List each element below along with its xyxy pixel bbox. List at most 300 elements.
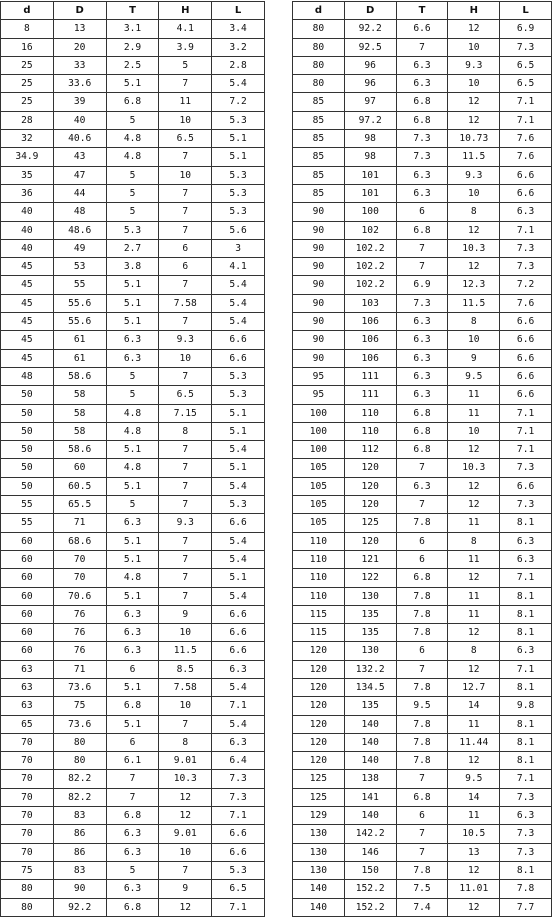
table-cell: 45 bbox=[1, 349, 54, 367]
table-row bbox=[293, 331, 552, 349]
table-cell: 6.3 bbox=[396, 313, 448, 331]
table-row bbox=[1, 642, 265, 660]
table-cell: 6.3 bbox=[106, 331, 159, 349]
table-row bbox=[293, 624, 552, 642]
table-row bbox=[293, 221, 552, 239]
table-cell: 83 bbox=[53, 807, 106, 825]
table-cell: 70 bbox=[1, 843, 54, 861]
table-cell: 5.1 bbox=[106, 276, 159, 294]
table-row bbox=[293, 733, 552, 751]
table-cell: 80 bbox=[1, 898, 54, 916]
table-cell: 6.3 bbox=[500, 203, 552, 221]
table-cell: 50 bbox=[1, 459, 54, 477]
table-cell: 82.2 bbox=[53, 770, 106, 788]
table-cell: 11 bbox=[448, 587, 500, 605]
table-cell: 101 bbox=[344, 166, 396, 184]
table-cell: 70 bbox=[1, 733, 54, 751]
table-cell: 35 bbox=[1, 166, 54, 184]
table-row bbox=[293, 752, 552, 770]
table-cell: 14 bbox=[448, 788, 500, 806]
table-row bbox=[293, 605, 552, 623]
table-cell: 6.6 bbox=[212, 331, 265, 349]
table-cell: 12 bbox=[159, 898, 212, 916]
table-cell: 5.1 bbox=[106, 532, 159, 550]
table-cell: 12 bbox=[448, 93, 500, 111]
table-cell: 7.3 bbox=[212, 788, 265, 806]
table-cell: 60 bbox=[1, 550, 54, 568]
table-cell: 7 bbox=[396, 459, 448, 477]
table-cell: 95 bbox=[293, 367, 345, 385]
table-cell: 7 bbox=[159, 367, 212, 385]
table-row bbox=[293, 660, 552, 678]
table-cell: 11 bbox=[448, 807, 500, 825]
table-cell: 6 bbox=[159, 258, 212, 276]
table-row bbox=[1, 93, 265, 111]
col-header-l: L bbox=[500, 2, 552, 20]
table-cell: 90 bbox=[293, 331, 345, 349]
table-cell: 7.1 bbox=[500, 441, 552, 459]
table-cell: 45 bbox=[1, 331, 54, 349]
table-cell: 100 bbox=[344, 203, 396, 221]
table-cell: 76 bbox=[53, 624, 106, 642]
table-cell: 7 bbox=[159, 459, 212, 477]
table-row bbox=[1, 843, 265, 861]
table-row bbox=[293, 422, 552, 440]
table-cell: 7 bbox=[396, 38, 448, 56]
table-cell: 32 bbox=[1, 130, 54, 148]
table-row bbox=[293, 441, 552, 459]
table-cell: 90 bbox=[293, 313, 345, 331]
table-cell: 7 bbox=[396, 258, 448, 276]
table-row bbox=[1, 184, 265, 202]
table-cell: 10.3 bbox=[448, 459, 500, 477]
table-cell: 2.5 bbox=[106, 56, 159, 74]
table-cell: 7 bbox=[159, 203, 212, 221]
table-cell: 5.4 bbox=[212, 532, 265, 550]
table-row bbox=[1, 331, 265, 349]
table-cell: 6.8 bbox=[106, 93, 159, 111]
table-cell: 10 bbox=[448, 422, 500, 440]
table-cell: 132.2 bbox=[344, 660, 396, 678]
table-cell: 5.1 bbox=[212, 130, 265, 148]
table-cell: 130 bbox=[344, 587, 396, 605]
table-cell: 110 bbox=[344, 404, 396, 422]
table-body-right bbox=[293, 20, 552, 917]
table-cell: 7 bbox=[396, 660, 448, 678]
table-cell: 12 bbox=[448, 569, 500, 587]
table-cell: 45 bbox=[1, 258, 54, 276]
table-cell: 12 bbox=[448, 20, 500, 38]
table-row bbox=[293, 678, 552, 696]
table-cell: 55 bbox=[1, 496, 54, 514]
table-cell: 115 bbox=[293, 605, 345, 623]
table-cell: 45 bbox=[1, 294, 54, 312]
table-row bbox=[293, 75, 552, 93]
table-cell: 106 bbox=[344, 313, 396, 331]
table-cell: 9.3 bbox=[159, 331, 212, 349]
table-cell: 5.3 bbox=[212, 111, 265, 129]
col-header-d: d bbox=[1, 2, 54, 20]
table-cell: 49 bbox=[53, 239, 106, 257]
table-row bbox=[293, 386, 552, 404]
table-cell: 11.5 bbox=[448, 294, 500, 312]
table-row bbox=[1, 313, 265, 331]
table-cell: 6 bbox=[396, 807, 448, 825]
table-cell: 60 bbox=[1, 642, 54, 660]
table-cell: 6.8 bbox=[396, 569, 448, 587]
table-cell: 7.2 bbox=[500, 276, 552, 294]
table-cell: 101 bbox=[344, 184, 396, 202]
col-header-outer-d: D bbox=[53, 2, 106, 20]
table-cell: 6.3 bbox=[500, 642, 552, 660]
table-cell: 129 bbox=[293, 807, 345, 825]
table-cell: 105 bbox=[293, 459, 345, 477]
table-cell: 96 bbox=[344, 56, 396, 74]
table-cell: 11 bbox=[448, 386, 500, 404]
table-cell: 12 bbox=[448, 624, 500, 642]
table-cell: 6.3 bbox=[212, 733, 265, 751]
table-row bbox=[293, 532, 552, 550]
table-cell: 105 bbox=[293, 496, 345, 514]
table-cell: 6.3 bbox=[396, 184, 448, 202]
table-cell: 8 bbox=[159, 422, 212, 440]
table-cell: 6.8 bbox=[396, 111, 448, 129]
table-cell: 8.1 bbox=[500, 733, 552, 751]
table-cell: 48 bbox=[1, 367, 54, 385]
table-cell: 7 bbox=[396, 770, 448, 788]
table-cell: 60 bbox=[1, 532, 54, 550]
table-cell: 3.1 bbox=[106, 20, 159, 38]
table-cell: 6 bbox=[396, 642, 448, 660]
table-cell: 85 bbox=[293, 130, 345, 148]
table-row bbox=[293, 203, 552, 221]
table-cell: 6.8 bbox=[396, 404, 448, 422]
table-cell: 12 bbox=[159, 807, 212, 825]
table-cell: 130 bbox=[293, 843, 345, 861]
table-cell: 40 bbox=[1, 221, 54, 239]
table-row bbox=[293, 477, 552, 495]
table-cell: 7.3 bbox=[500, 239, 552, 257]
table-cell: 5.4 bbox=[212, 276, 265, 294]
table-cell: 7.1 bbox=[212, 807, 265, 825]
table-row bbox=[293, 550, 552, 568]
table-cell: 7.4 bbox=[396, 898, 448, 916]
table-cell: 6.5 bbox=[159, 386, 212, 404]
table-cell: 7.1 bbox=[212, 697, 265, 715]
header-row bbox=[293, 2, 552, 20]
table-cell: 7 bbox=[159, 441, 212, 459]
table-cell: 48 bbox=[53, 203, 106, 221]
table-cell: 6.8 bbox=[106, 697, 159, 715]
table-cell: 152.2 bbox=[344, 898, 396, 916]
table-cell: 80 bbox=[293, 20, 345, 38]
table-row bbox=[293, 93, 552, 111]
table-cell: 7.3 bbox=[500, 788, 552, 806]
table-cell: 125 bbox=[344, 514, 396, 532]
table-row bbox=[1, 367, 265, 385]
table-cell: 11.01 bbox=[448, 880, 500, 898]
table-cell: 80 bbox=[293, 56, 345, 74]
table-cell: 7.3 bbox=[396, 130, 448, 148]
table-cell: 5.1 bbox=[212, 459, 265, 477]
table-cell: 9.01 bbox=[159, 825, 212, 843]
table-row bbox=[1, 38, 265, 56]
table-cell: 5.3 bbox=[212, 367, 265, 385]
table-cell: 63 bbox=[1, 678, 54, 696]
table-cell: 92.2 bbox=[53, 898, 106, 916]
table-cell: 7 bbox=[159, 715, 212, 733]
table-cell: 3.8 bbox=[106, 258, 159, 276]
table-cell: 5 bbox=[106, 496, 159, 514]
header-row bbox=[1, 2, 265, 20]
table-cell: 6.8 bbox=[396, 221, 448, 239]
table-cell: 6.6 bbox=[500, 313, 552, 331]
table-cell: 70 bbox=[1, 770, 54, 788]
table-cell: 58 bbox=[53, 386, 106, 404]
table-cell: 7.8 bbox=[396, 587, 448, 605]
table-cell: 103 bbox=[344, 294, 396, 312]
table-cell: 7.3 bbox=[396, 148, 448, 166]
table-cell: 68.6 bbox=[53, 532, 106, 550]
table-cell: 12 bbox=[448, 861, 500, 879]
table-row bbox=[293, 313, 552, 331]
table-cell: 130 bbox=[293, 861, 345, 879]
table-cell: 7.3 bbox=[396, 294, 448, 312]
table-cell: 7 bbox=[159, 313, 212, 331]
table-cell: 73.6 bbox=[53, 678, 106, 696]
table-cell: 150 bbox=[344, 861, 396, 879]
table-cell: 12 bbox=[448, 258, 500, 276]
table-cell: 28 bbox=[1, 111, 54, 129]
table-cell: 7.6 bbox=[500, 130, 552, 148]
table-cell: 120 bbox=[344, 496, 396, 514]
table-cell: 45 bbox=[1, 313, 54, 331]
table-cell: 85 bbox=[293, 93, 345, 111]
table-cell: 5.1 bbox=[106, 587, 159, 605]
table-cell: 6.8 bbox=[396, 788, 448, 806]
table-row bbox=[293, 56, 552, 74]
table-row bbox=[1, 459, 265, 477]
table-cell: 7.8 bbox=[396, 605, 448, 623]
table-cell: 48.6 bbox=[53, 221, 106, 239]
table-cell: 9.01 bbox=[159, 752, 212, 770]
table-cell: 141 bbox=[344, 788, 396, 806]
table-cell: 73.6 bbox=[53, 715, 106, 733]
table-row bbox=[1, 825, 265, 843]
table-cell: 5.3 bbox=[212, 496, 265, 514]
table-cell: 45 bbox=[1, 276, 54, 294]
table-cell: 140 bbox=[293, 880, 345, 898]
table-cell: 102.2 bbox=[344, 276, 396, 294]
table-cell: 6.5 bbox=[212, 880, 265, 898]
table-cell: 6.3 bbox=[106, 642, 159, 660]
table-cell: 50 bbox=[1, 422, 54, 440]
table-cell: 85 bbox=[293, 184, 345, 202]
table-cell: 86 bbox=[53, 825, 106, 843]
table-cell: 5 bbox=[106, 367, 159, 385]
table-cell: 7.15 bbox=[159, 404, 212, 422]
table-cell: 8.1 bbox=[500, 861, 552, 879]
table-cell: 4.8 bbox=[106, 422, 159, 440]
table-cell: 8.1 bbox=[500, 605, 552, 623]
table-cell: 135 bbox=[344, 605, 396, 623]
table-cell: 7 bbox=[159, 861, 212, 879]
table-row bbox=[1, 276, 265, 294]
table-cell: 9 bbox=[448, 349, 500, 367]
table-cell: 105 bbox=[293, 514, 345, 532]
table-cell: 8.1 bbox=[500, 624, 552, 642]
table-row bbox=[1, 75, 265, 93]
table-cell: 7.58 bbox=[159, 294, 212, 312]
table-cell: 90 bbox=[293, 349, 345, 367]
table-row bbox=[293, 166, 552, 184]
table-cell: 110 bbox=[293, 587, 345, 605]
table-cell: 8 bbox=[448, 532, 500, 550]
table-cell: 6 bbox=[106, 660, 159, 678]
table-cell: 6.6 bbox=[500, 477, 552, 495]
table-cell: 6.5 bbox=[159, 130, 212, 148]
table-cell: 7.8 bbox=[396, 678, 448, 696]
table-cell: 7.3 bbox=[500, 496, 552, 514]
table-row bbox=[293, 294, 552, 312]
table-cell: 6.3 bbox=[396, 75, 448, 93]
table-row bbox=[293, 239, 552, 257]
table-cell: 5.1 bbox=[212, 422, 265, 440]
table-cell: 3.2 bbox=[212, 38, 265, 56]
table-cell: 34.9 bbox=[1, 148, 54, 166]
table-cell: 8 bbox=[448, 313, 500, 331]
table-cell: 5.1 bbox=[106, 550, 159, 568]
table-row bbox=[293, 130, 552, 148]
table-cell: 2.7 bbox=[106, 239, 159, 257]
col-header-l: L bbox=[212, 2, 265, 20]
table-cell: 6.3 bbox=[396, 166, 448, 184]
table-cell: 102 bbox=[344, 221, 396, 239]
table-cell: 9 bbox=[159, 605, 212, 623]
table-row bbox=[1, 20, 265, 38]
table-cell: 60 bbox=[1, 569, 54, 587]
table-cell: 6 bbox=[396, 550, 448, 568]
table-cell: 40 bbox=[1, 239, 54, 257]
table-cell: 7.8 bbox=[500, 880, 552, 898]
table-cell: 9.3 bbox=[159, 514, 212, 532]
table-cell: 7.3 bbox=[212, 770, 265, 788]
table-cell: 5 bbox=[106, 111, 159, 129]
table-row bbox=[293, 184, 552, 202]
table-row bbox=[293, 349, 552, 367]
table-cell: 10 bbox=[159, 111, 212, 129]
table-cell: 6.3 bbox=[396, 331, 448, 349]
table-cell: 105 bbox=[293, 477, 345, 495]
table-cell: 7.6 bbox=[500, 148, 552, 166]
table-cell: 5 bbox=[106, 203, 159, 221]
table-row bbox=[293, 276, 552, 294]
table-cell: 70 bbox=[1, 752, 54, 770]
table-row bbox=[293, 807, 552, 825]
table-cell: 2.8 bbox=[212, 56, 265, 74]
table-cell: 85 bbox=[293, 148, 345, 166]
table-cell: 7 bbox=[159, 221, 212, 239]
table-cell: 6.6 bbox=[500, 367, 552, 385]
table-cell: 6.6 bbox=[500, 166, 552, 184]
table-cell: 7.3 bbox=[500, 258, 552, 276]
table-row bbox=[1, 56, 265, 74]
table-cell: 7.7 bbox=[500, 898, 552, 916]
table-cell: 58 bbox=[53, 404, 106, 422]
table-cell: 5.4 bbox=[212, 550, 265, 568]
table-cell: 61 bbox=[53, 331, 106, 349]
table-cell: 7 bbox=[396, 843, 448, 861]
table-row bbox=[1, 861, 265, 879]
table-cell: 12.7 bbox=[448, 678, 500, 696]
table-cell: 70 bbox=[53, 550, 106, 568]
table-cell: 5.3 bbox=[212, 184, 265, 202]
table-cell: 10 bbox=[448, 75, 500, 93]
table-cell: 5.4 bbox=[212, 75, 265, 93]
table-cell: 40 bbox=[53, 111, 106, 129]
table-cell: 5.1 bbox=[106, 477, 159, 495]
table-cell: 11 bbox=[159, 93, 212, 111]
table-row bbox=[1, 624, 265, 642]
table-cell: 13 bbox=[448, 843, 500, 861]
table-cell: 82.2 bbox=[53, 788, 106, 806]
table-cell: 4.8 bbox=[106, 148, 159, 166]
table-cell: 97.2 bbox=[344, 111, 396, 129]
table-cell: 12 bbox=[159, 788, 212, 806]
table-cell: 60 bbox=[1, 587, 54, 605]
table-cell: 50 bbox=[1, 441, 54, 459]
table-cell: 44 bbox=[53, 184, 106, 202]
table-cell: 6.3 bbox=[396, 56, 448, 74]
table-cell: 5.4 bbox=[212, 587, 265, 605]
table-cell: 9 bbox=[159, 880, 212, 898]
table-cell: 7.58 bbox=[159, 678, 212, 696]
table-cell: 111 bbox=[344, 367, 396, 385]
table-cell: 125 bbox=[293, 788, 345, 806]
table-cell: 97 bbox=[344, 93, 396, 111]
table-cell: 5.4 bbox=[212, 313, 265, 331]
table-cell: 96 bbox=[344, 75, 396, 93]
table-cell: 6.6 bbox=[212, 349, 265, 367]
table-cell: 80 bbox=[53, 752, 106, 770]
table-cell: 12 bbox=[448, 441, 500, 459]
table-cell: 6.3 bbox=[500, 807, 552, 825]
table-cell: 122 bbox=[344, 569, 396, 587]
table-cell: 120 bbox=[293, 660, 345, 678]
table-cell: 8.1 bbox=[500, 678, 552, 696]
table-cell: 8 bbox=[448, 203, 500, 221]
table-row bbox=[293, 569, 552, 587]
table-cell: 4.1 bbox=[159, 20, 212, 38]
table-cell: 98 bbox=[344, 148, 396, 166]
table-cell: 5.3 bbox=[212, 861, 265, 879]
table-row bbox=[293, 861, 552, 879]
table-row bbox=[1, 752, 265, 770]
table-body-left bbox=[1, 20, 265, 917]
table-cell: 7.1 bbox=[212, 898, 265, 916]
table-cell: 6 bbox=[159, 239, 212, 257]
table-cell: 10 bbox=[448, 38, 500, 56]
table-row bbox=[1, 294, 265, 312]
table-cell: 6.3 bbox=[212, 660, 265, 678]
table-row bbox=[1, 880, 265, 898]
table-cell: 80 bbox=[1, 880, 54, 898]
table-cell: 106 bbox=[344, 331, 396, 349]
table-row bbox=[1, 532, 265, 550]
table-cell: 3 bbox=[212, 239, 265, 257]
table-row bbox=[293, 404, 552, 422]
table-cell: 7.8 bbox=[396, 624, 448, 642]
